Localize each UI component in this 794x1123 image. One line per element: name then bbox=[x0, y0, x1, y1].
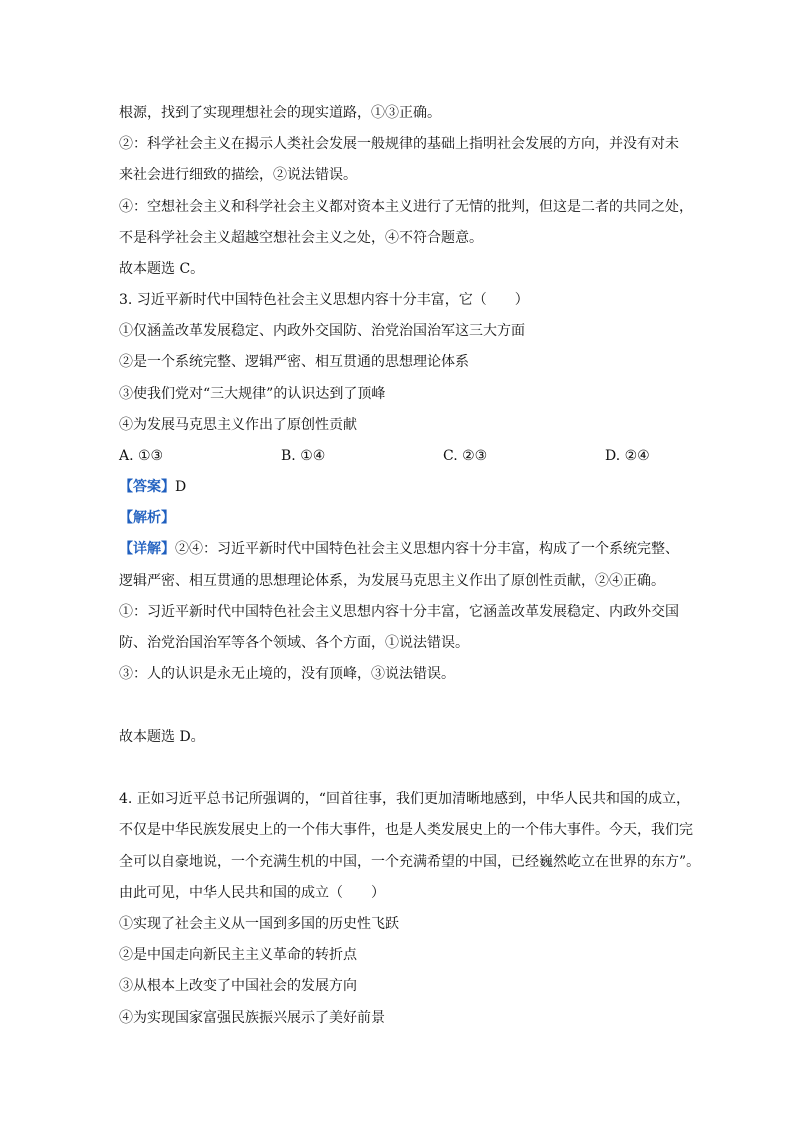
q3-option-a: A. ①③ bbox=[119, 448, 164, 464]
q4-stem-line-2: 不仅是中华民族发展史上的一个伟大事件，也是人类发展史上的一个伟大事件。今天，我们完 bbox=[119, 822, 693, 838]
q3-statement-1: ①仅涵盖改革发展稳定、内政外交国防、治党治国治军这三大方面 bbox=[119, 323, 525, 339]
q3-stem: 3. 习近平新时代中国特色社会主义思想内容十分丰富，它（ ） bbox=[119, 292, 529, 308]
detail-tag: 【详解】 bbox=[119, 541, 175, 557]
q3-option-c: C. ②③ bbox=[443, 448, 488, 464]
q3-detail-line-3: ①：习近平新时代中国特色社会主义思想内容十分丰富，它涵盖改革发展稳定、内政外交国 bbox=[119, 604, 679, 620]
q3-answer-row bbox=[119, 477, 679, 497]
q2-analysis-line-4: ④：空想社会主义和科学社会主义都对资本主义进行了无情的批判，但这是二者的共同之处， bbox=[119, 199, 693, 215]
q4-stem-line-3: 全可以自豪地说，一个充满生机的中国，一个充满希望的中国，已经巍然屹立在世界的东方”。 bbox=[119, 854, 701, 870]
q3-statement-4: ④为发展马克思主义作出了原创性贡献 bbox=[119, 417, 357, 433]
analysis-tag: 【解析】 bbox=[119, 510, 175, 526]
q3-detail-line-2: 逻辑严密、相互贯通的思想理论体系，为发展马克思主义作出了原创性贡献，②④正确。 bbox=[119, 573, 665, 589]
q4-statement-4: ④为实现国家富强民族振兴展示了美好前景 bbox=[119, 1010, 385, 1026]
q3-detail-line-4: 防、治党治国治军等各个领域、各个方面，①说法错误。 bbox=[119, 635, 469, 651]
q2-conclusion: 故本题选 C。 bbox=[119, 261, 205, 277]
q3-detail-line-5: ③：人的认识是永无止境的，没有顶峰，③说法错误。 bbox=[119, 666, 455, 682]
q3-conclusion: 故本题选 D。 bbox=[119, 729, 205, 745]
q2-analysis-line-1: 根源，找到了实现理想社会的现实道路，①③正确。 bbox=[119, 105, 441, 121]
q4-statement-1: ①实现了社会主义从一国到多国的历史性飞跃 bbox=[119, 916, 399, 932]
q3-detail-line-1 bbox=[119, 539, 679, 559]
q3-option-d: D. ②④ bbox=[605, 448, 650, 464]
q3-analysis-heading bbox=[119, 508, 679, 528]
answer-tag: 【答案】 bbox=[119, 479, 175, 495]
detail-text-1: ②④：习近平新时代中国特色社会主义思想内容十分丰富，构成了一个系统完整、 bbox=[175, 541, 679, 557]
q2-analysis-line-3: 来社会进行细致的描绘，②说法错误。 bbox=[119, 167, 357, 183]
q3-option-b: B. ①④ bbox=[281, 448, 326, 464]
q4-stem-line-1: 4. 正如习近平总书记所强调的，“回首往事，我们更加清晰地感到，中华人民共和国的成立， bbox=[119, 791, 690, 807]
q4-stem-line-4: 由此可见，中华人民共和国的成立（ ） bbox=[119, 885, 385, 901]
q3-statement-2: ②是一个系统完整、逻辑严密、相互贯通的思想理论体系 bbox=[119, 354, 469, 370]
q3-statement-3: ③使我们党对“三大规律”的认识达到了顶峰 bbox=[119, 386, 386, 402]
q2-analysis-line-5: 不是科学社会主义超越空想社会主义之处，④不符合题意。 bbox=[119, 230, 483, 246]
q2-analysis-line-2: ②：科学社会主义在揭示人类社会发展一般规律的基础上指明社会发展的方向，并没有对未 bbox=[119, 136, 679, 152]
answer-value: D bbox=[175, 479, 187, 495]
q4-statement-2: ②是中国走向新民主主义革命的转折点 bbox=[119, 947, 357, 963]
q4-statement-3: ③从根本上改变了中国社会的发展方向 bbox=[119, 978, 357, 994]
